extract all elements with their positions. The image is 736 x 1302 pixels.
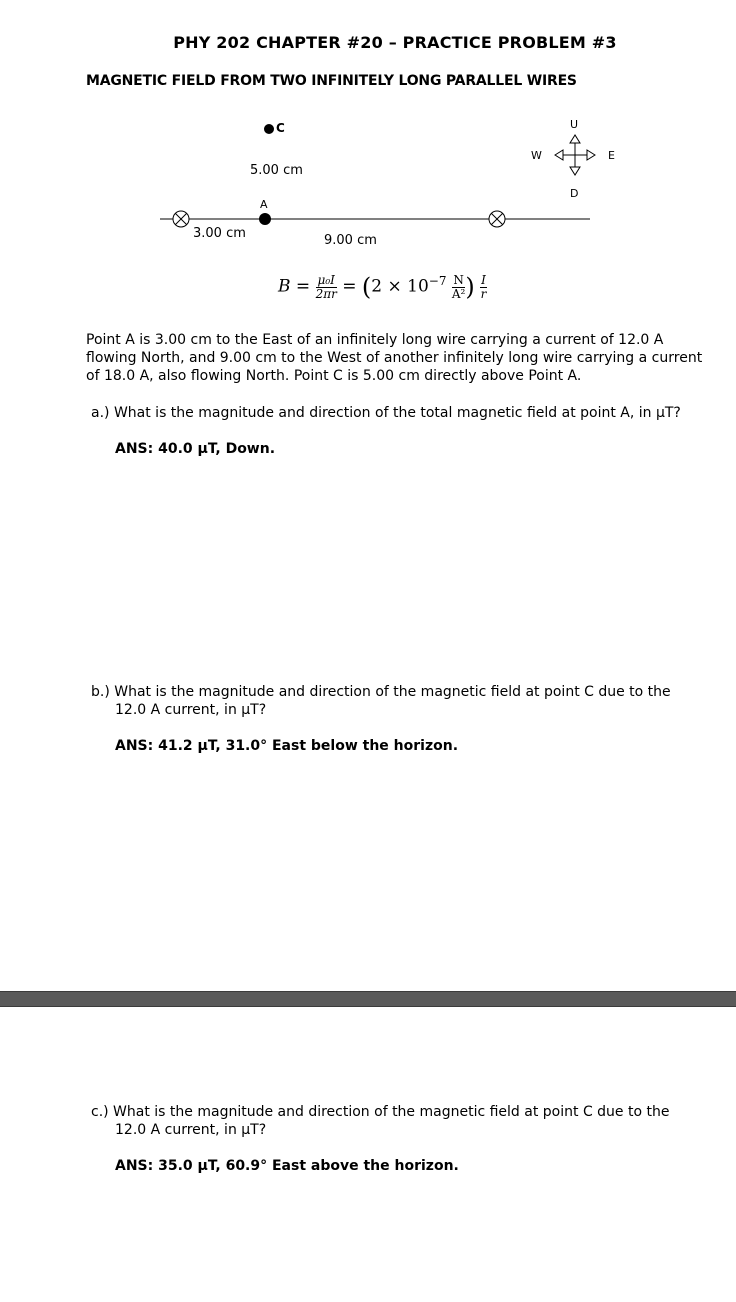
distance-left-label: 3.00 cm xyxy=(193,226,246,241)
compass-rose-icon xyxy=(555,135,595,175)
compass-down-label: D xyxy=(570,187,579,200)
question-b-line1: b.) What is the magnitude and direction of the magnetic field at point C due to the xyxy=(91,684,671,700)
point-c-label: C xyxy=(276,121,285,135)
distance-ac-label: 5.00 cm xyxy=(250,163,303,178)
formula-fraction-2 xyxy=(480,274,487,301)
formula-frac2-num: I xyxy=(481,272,486,287)
formula-unit-num: N xyxy=(453,272,464,287)
formula-unit-fraction xyxy=(452,274,465,301)
point-a-dot xyxy=(259,213,271,225)
question-b-line2: 12.0 A current, in μT? xyxy=(115,702,267,718)
wire-right-into-page-icon xyxy=(489,211,505,227)
question-a: a.) What is the magnitude and direction of the total magnetic field at point A, in μT? xyxy=(91,405,681,421)
formula-frac1-den: 2πr xyxy=(315,286,337,301)
point-a-label: A xyxy=(260,198,268,211)
compass-east-label: E xyxy=(608,149,615,162)
formula-paren-close: ) xyxy=(465,273,475,301)
problem-intro: Point A is 3.00 cm to the East of an infinitely long wire carrying a current of 12.0 A flowing North, and 9.00 cm to the West of another infinitely long wire carrying a current of 18.0 A, also flowing North. Point C is 5.00 cm directly above Point A. xyxy=(86,332,703,384)
answer-c: ANS: 35.0 μT, 60.9° East above the horizon. xyxy=(115,1158,459,1174)
formula-equals-2: = xyxy=(342,276,357,297)
formula xyxy=(278,273,487,301)
formula-unit-den: A² xyxy=(451,286,466,301)
wire-diagram xyxy=(0,0,736,300)
point-c-dot xyxy=(264,124,274,134)
question-c-line1: c.) What is the magnitude and direction of the magnetic field at point C due to the xyxy=(91,1104,670,1120)
question-c-line2: 12.0 A current, in μT? xyxy=(115,1122,267,1138)
page-divider xyxy=(0,991,736,1007)
answer-b: ANS: 41.2 μT, 31.0° East below the horizon. xyxy=(115,738,459,754)
page-title: PHY 202 CHAPTER #20 – PRACTICE PROBLEM #3 xyxy=(173,33,617,52)
formula-fraction-1 xyxy=(316,274,337,301)
formula-coeff: 2 × 10 xyxy=(371,276,429,297)
page-subtitle: MAGNETIC FIELD FROM TWO INFINITELY LONG PARALLEL WIRES xyxy=(86,73,577,89)
formula-frac2-den: r xyxy=(480,286,487,301)
formula-lhs: B xyxy=(278,276,291,297)
compass-up-label: U xyxy=(570,118,579,131)
formula-exponent: −7 xyxy=(428,273,447,288)
distance-right-label: 9.00 cm xyxy=(324,233,377,248)
wire-left-into-page-icon xyxy=(173,211,189,227)
compass-west-label: W xyxy=(531,149,542,162)
answer-a: ANS: 40.0 μT, Down. xyxy=(115,441,276,457)
formula-paren-open: ( xyxy=(361,273,372,301)
formula-equals-1: = xyxy=(295,276,311,297)
formula-frac1-num: μ₀I xyxy=(317,272,335,287)
